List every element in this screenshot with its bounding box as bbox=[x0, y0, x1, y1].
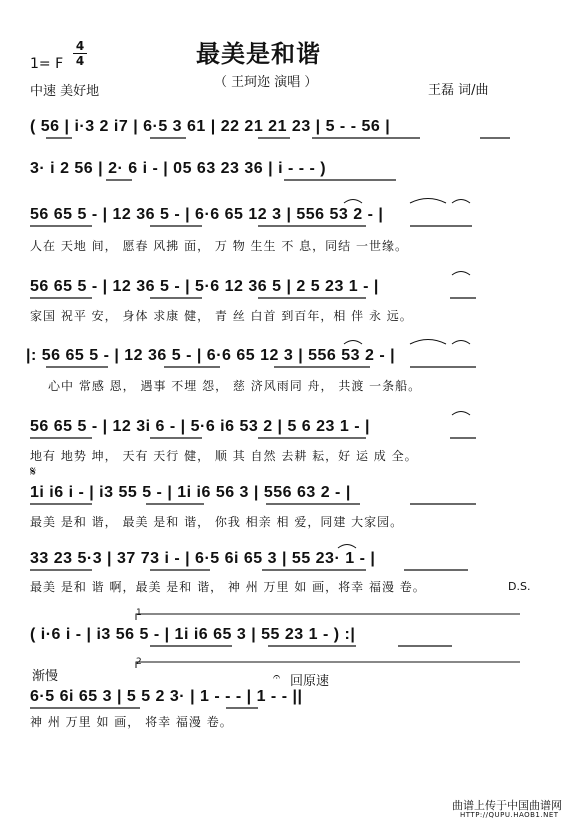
lyric-line-4: 家国 祝平 安， 身体 求康 健， 青 丝 白首 到百年，相 伴 永 远。 bbox=[30, 309, 413, 323]
singer-credit: （ 王珂迩 演唱 ） bbox=[214, 75, 318, 90]
volta-1-number: 1 bbox=[136, 608, 142, 618]
footer-site-url: HTTP://QUPU.HAOB1.NET bbox=[460, 811, 559, 819]
volta-brackets bbox=[136, 614, 520, 668]
notation-line-8: 33 23 5·3 | 37 73 i - | 6·5 6i 65 3 | 55 23· 1 - | bbox=[30, 550, 376, 567]
key-signature: 1= F bbox=[30, 56, 64, 72]
ritardando-mark: 渐慢 bbox=[32, 669, 59, 684]
notation-line-4: 56 65 5 - | 12 36 5 - | 5·6 12 36 5 | 2 5 23 1 - | bbox=[30, 278, 379, 295]
volta-2-number: 2 bbox=[136, 657, 142, 667]
beam-lines bbox=[30, 138, 510, 708]
segno-mark: 𝄋 bbox=[30, 464, 37, 480]
slur-marks bbox=[338, 199, 470, 549]
ds-mark: D.S. bbox=[508, 580, 531, 593]
notation-line-1: ( 56 | i·3 2 i7 | 6·5 3 61 | 22 21 21 23 | 5 - - 56 | bbox=[30, 118, 391, 135]
fermata-mark: 𝄐 bbox=[273, 670, 281, 685]
lyric-line-10: 神 州 万里 如 画， 将幸 福漫 卷。 bbox=[30, 715, 233, 729]
tempo-marking: 中速 美好地 bbox=[30, 84, 100, 99]
lyric-line-5: 心中 常感 恩， 遇事 不埋 怨， 慈 济风雨同 舟， 共渡 一条船。 bbox=[48, 379, 422, 393]
notation-line-3: 56 65 5 - | 12 36 5 - | 6·6 65 12 3 | 556 53 2 - | bbox=[30, 206, 384, 223]
notation-line-10: 6·5 6i 65 3 | 5 5 2 3· | 1 - - - | 1 - - || bbox=[30, 688, 303, 705]
notation-line-9: ( i·6 i - | i3 56 5 - | 1i i6 65 3 | 55 23 1 - ) :| bbox=[30, 626, 356, 643]
song-title: 最美是和谐 bbox=[196, 40, 321, 68]
time-bottom: 4 bbox=[75, 54, 85, 68]
lyric-line-8: 最美 是和 谐 啊，最美 是和 谐， 神 州 万里 如 画，将幸 福漫 卷。 bbox=[30, 580, 426, 594]
lyricist-composer: 王磊 词/曲 bbox=[428, 83, 489, 98]
time-top: 4 bbox=[75, 39, 85, 53]
notation-line-5: |: 56 65 5 - | 12 36 5 - | 6·6 65 12 3 | 556 53 2 - | bbox=[26, 347, 396, 364]
lyric-line-6: 地有 地势 坤， 天有 天行 健， 顺 其 自然 去耕 耘，好 运 成 全。 bbox=[30, 449, 418, 463]
footer-site-name: 曲谱上传于中国曲谱网 bbox=[452, 799, 562, 812]
lyric-line-7: 最美 是和 谐， 最美 是和 谐， 你我 相亲 相 爱，同建 大家园。 bbox=[30, 515, 404, 529]
lyric-line-3: 人在 天地 间， 愿春 风拂 面， 万 物 生生 不 息，同结 一世缘。 bbox=[30, 239, 408, 253]
notation-line-6: 56 65 5 - | 12 3i 6 - | 5·6 i6 53 2 | 5 6 23 1 - | bbox=[30, 418, 370, 435]
notation-line-7: 1i i6 i - | i3 55 5 - | 1i i6 56 3 | 556 63 2 - | bbox=[30, 484, 351, 501]
a-tempo-mark: 回原速 bbox=[290, 674, 330, 689]
notation-line-2: 3· i 2 56 | 2· 6 i - | 05 63 23 36 | i - - - ) bbox=[30, 160, 327, 177]
